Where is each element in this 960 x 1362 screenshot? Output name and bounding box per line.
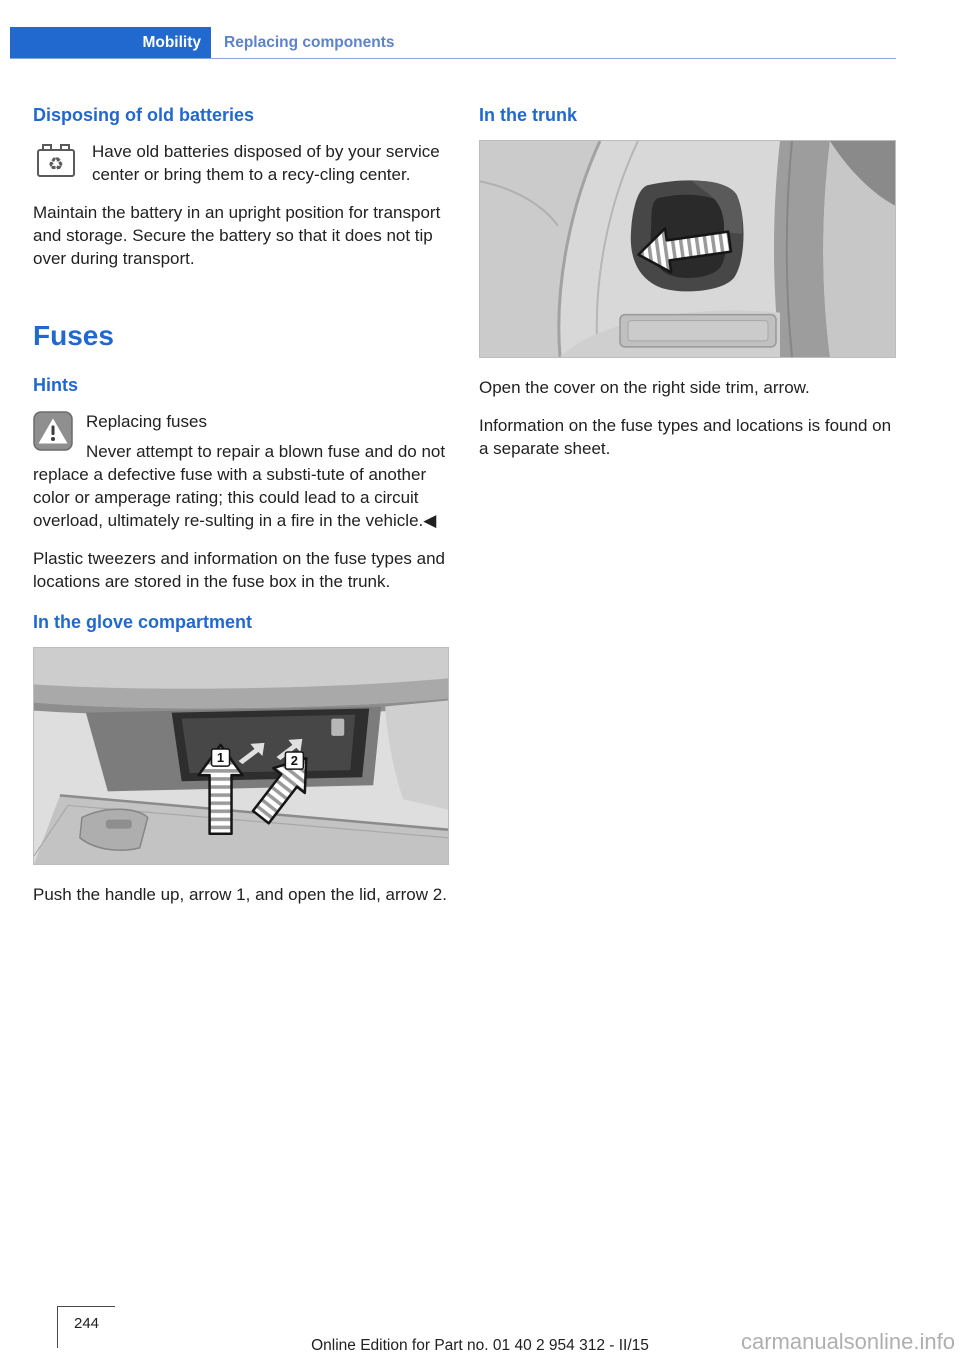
heading-fuses: Fuses [33,320,114,351]
trunk-info-text: Information on the fuse types and locations is found on a separate sheet. [479,416,892,458]
page-number: 244 [57,1306,115,1348]
chapter-tab [10,27,211,58]
glove-arrow-label-2: 2 [290,753,298,769]
heading-glove-compartment: In the glove compartment [33,612,253,632]
trunk-illustration [479,140,896,358]
recycle-glyph: ♻ [47,154,65,175]
trunk-caption: Open the cover on the right side trim, arrow. [479,378,810,397]
edition-note: Online Edition for Part no. 01 40 2 954 312 - II/15 [311,1337,649,1354]
heading-hints: Hints [33,375,78,395]
battery-disposal-text: Have old batteries disposed of by your service center or bring them to a recy-cling center. [92,142,440,184]
battery-transport-text: Maintain the battery in an upright position for transport and storage. Secure the battery so that it does not tip over during transport. [33,203,441,268]
glove-compartment-illustration [33,647,449,865]
right-column [479,104,896,475]
heading-disposing-batteries: Disposing of old batteries [33,105,255,125]
heading-trunk: In the trunk [479,105,577,125]
warning-text: Never attempt to repair a blown fuse and do not replace a defective fuse with a substi-tute of another color or amperage rating; this could lead to a circuit overload, ultimately re-sulting in a fire in the vehicle.◀ [33,442,446,530]
glove-arrow-label-1: 1 [216,749,225,766]
battery-disposal-note [33,140,449,186]
glove-caption: Push the handle up, arrow 1, and open the lid, arrow 2. [33,885,447,904]
chapter-label: Mobility [142,33,201,51]
tweezers-text: Plastic tweezers and information on the fuse types and locations are stored in the fuse box in the trunk. [33,549,446,591]
fuse-warning-note [33,410,449,532]
page-header [10,27,896,59]
battery-recycle-icon [33,141,79,187]
section-title: Replacing components [224,33,395,51]
watermark: carmanualsonline.info [740,1329,955,1354]
warning-title: Replacing fuses [86,412,207,431]
warning-icon [33,411,73,457]
left-column [33,104,449,921]
